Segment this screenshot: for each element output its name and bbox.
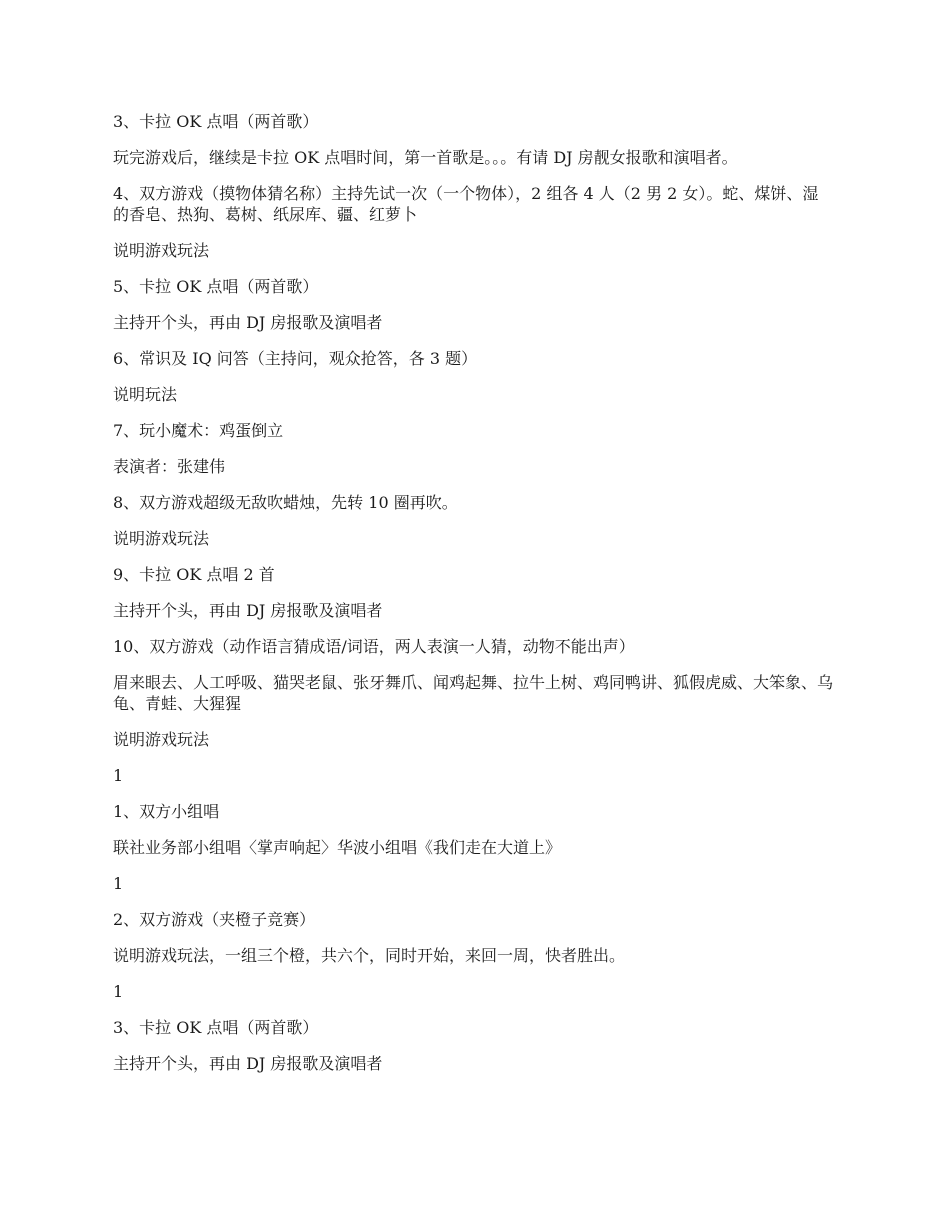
paragraph-karaoke-intro: 玩完游戏后，继续是卡拉 OK 点唱时间，第一首歌是。。。有请 DJ 房靓女报歌和演唱者。 [113, 148, 738, 167]
section-marker: 1 [113, 982, 124, 1001]
paragraph-explain-rules: 说明游戏玩法 [113, 529, 210, 548]
paragraph-explain-play: 说明玩法 [113, 385, 178, 404]
paragraph-performer: 表演者：张建伟 [113, 457, 226, 476]
heading-candle-game: 8、双方游戏超级无敌吹蜡烛，先转 10 圈再吹。 [113, 493, 458, 512]
paragraph-idiom-list: 眉来眼去、人工呼吸、猫哭老鼠、张牙舞爪、闻鸡起舞、拉牛上树、鸡同鸭讲、狐假虎威、大笨象、乌龟、青蛙、大猩猩 [113, 673, 834, 713]
heading-iq-quiz: 6、常识及 IQ 问答（主持问，观众抢答，各 3 题） [113, 349, 478, 368]
heading-magic-trick: 7、玩小魔术：鸡蛋倒立 [113, 421, 284, 440]
heading-karaoke-final: 3、卡拉 OK 点唱（两首歌） [113, 1018, 319, 1037]
paragraph-host-intro: 主持开个头，再由 DJ 房报歌及演唱者 [113, 313, 383, 332]
heading-karaoke-5: 5、卡拉 OK 点唱（两首歌） [113, 277, 319, 296]
heading-charades-game: 10、双方游戏（动作语言猜成语/词语，两人表演一人猜，动物不能出声） [113, 637, 635, 656]
paragraph-group-songs: 联社业务部小组唱〈掌声响起〉华波小组唱《我们走在大道上》 [113, 838, 562, 857]
paragraph-explain-rules: 说明游戏玩法 [113, 241, 210, 260]
document-body [113, 111, 833, 1089]
heading-game-touch-guess: 4、双方游戏（摸物体猜名称）主持先试一次（一个物体），2 组各 4 人（2 男 2 女）。蛇、煤饼、湿的香皂、热狗、葛树、纸尿库、疆、红萝卜 [113, 184, 819, 224]
paragraph-host-intro: 主持开个头，再由 DJ 房报歌及演唱者 [113, 1054, 383, 1073]
heading-karaoke-9: 9、卡拉 OK 点唱 2 首 [113, 565, 275, 584]
section-marker: 1 [113, 874, 124, 893]
paragraph-explain-rules: 说明游戏玩法 [113, 730, 210, 749]
heading-group-sing: 1、双方小组唱 [113, 802, 220, 821]
section-marker: 1 [113, 766, 124, 785]
paragraph-orange-rules: 说明游戏玩法，一组三个橙，共六个，同时开始，来回一周，快者胜出。 [113, 946, 626, 965]
paragraph-host-intro: 主持开个头，再由 DJ 房报歌及演唱者 [113, 601, 383, 620]
heading-orange-game: 2、双方游戏（夹橙子竞赛） [113, 910, 316, 929]
heading-karaoke-3: 3、卡拉 OK 点唱（两首歌） [113, 112, 319, 131]
